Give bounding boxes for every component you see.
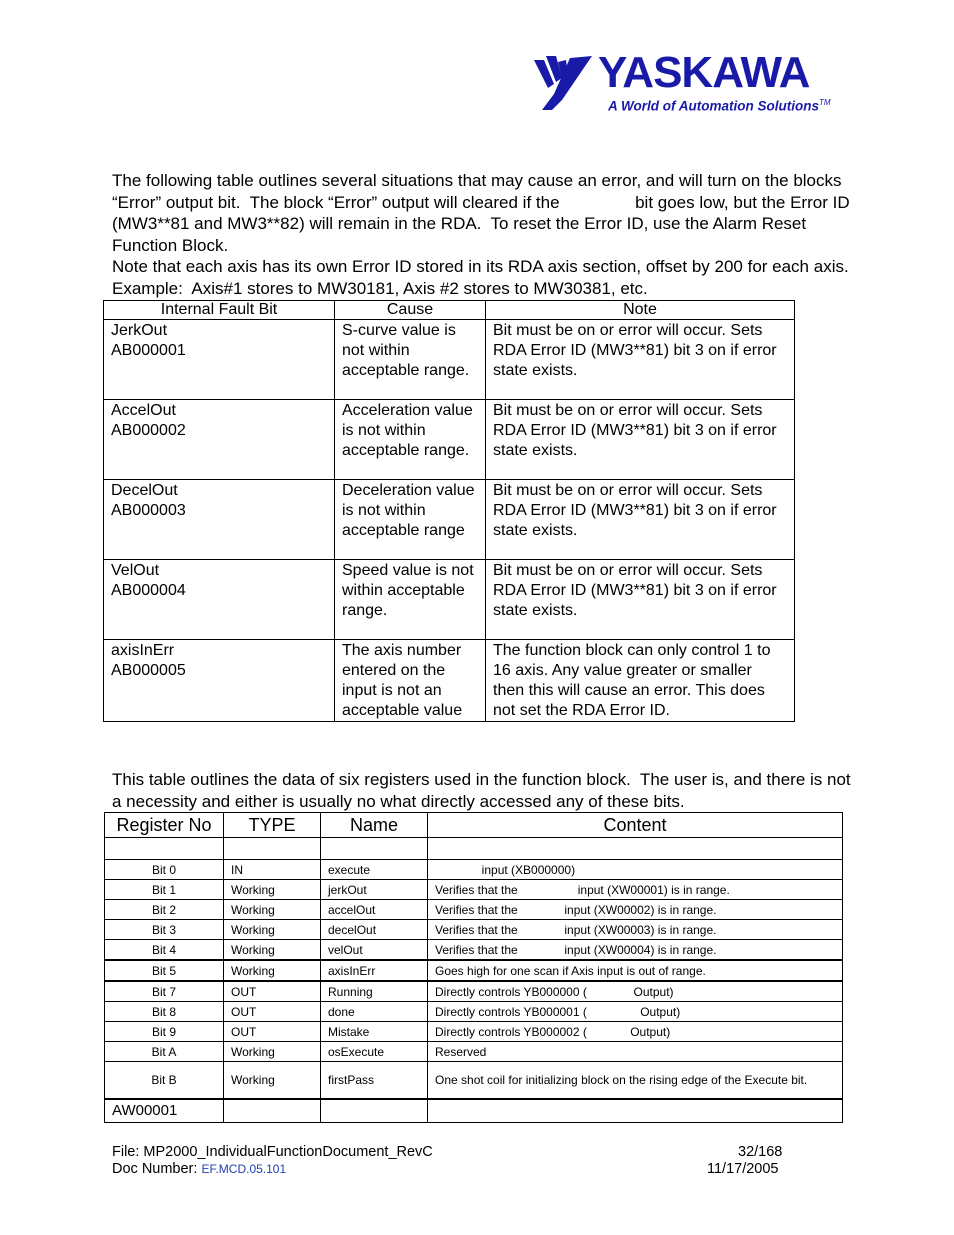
yaskawa-logo xyxy=(532,48,831,118)
fault-header-cause: Cause xyxy=(335,301,486,320)
table-row xyxy=(105,960,843,981)
reg-bit-cell: Bit 4 xyxy=(105,940,224,961)
fault-bit-cell: JerkOut AB000001 xyxy=(104,320,335,400)
table-row xyxy=(105,1042,843,1062)
reg-name-cell: firstPass xyxy=(321,1062,428,1100)
table-row xyxy=(105,1062,843,1100)
reg-content-cell: Goes high for one scan if Axis input is out of range. xyxy=(428,960,843,981)
reg-type-cell: Working xyxy=(224,920,321,940)
reg-type-cell: Working xyxy=(224,1062,321,1100)
fault-row xyxy=(104,320,795,400)
reg-type-cell: Working xyxy=(224,880,321,900)
intro-paragraph: The following table outlines several situations that may cause an error, and will turn on the blocks “Error” output bit. The block “Error” output will cleared if the bit goes low, but the Error ID (MW3**81 and MW3**82) will remain in the RDA. To reset the Error ID, use the Alarm Reset Function Block. xyxy=(112,171,855,255)
fault-note-cell: Bit must be on or error will occur. Sets RDA Error ID (MW3**81) bit 3 on if error state exists. xyxy=(486,560,795,640)
reg-name-cell: Mistake xyxy=(321,1022,428,1042)
reg-bit-cell: Bit 1 xyxy=(105,880,224,900)
reg-content-cell: Verifies that the input (XW00003) is in range. xyxy=(428,920,843,940)
reg-content-cell: Directly controls YB000000 ( Output) xyxy=(428,981,843,1002)
logo-tagline: A World of Automation Solutions™ xyxy=(608,98,831,114)
footer-file: File: MP2000_IndividualFunctionDocument_RevC xyxy=(112,1144,433,1160)
reg-bit-cell: Bit 0 xyxy=(105,860,224,880)
logo-wordmark: YASKAWA xyxy=(598,48,810,97)
reg-type-cell: Working xyxy=(224,960,321,981)
fault-note-cell: Bit must be on or error will occur. Sets RDA Error ID (MW3**81) bit 3 on if error state exists. xyxy=(486,480,795,560)
footer-doc-number: EF.MCD.05.101 xyxy=(201,1162,287,1176)
reg-type-cell: IN xyxy=(224,860,321,880)
fault-note-cell: The function block can only control 1 to 16 axis. Any value greater or smaller then this will cause an error. This does not set the RDA Error ID. xyxy=(486,640,795,722)
footer-doc-label: Doc Number: xyxy=(112,1161,198,1177)
reg-content-cell: One shot coil for initializing block on the rising edge of the Execute bit. xyxy=(428,1062,843,1100)
fault-row xyxy=(104,480,795,560)
fault-note-cell: Bit must be on or error will occur. Sets RDA Error ID (MW3**81) bit 3 on if error state exists. xyxy=(486,320,795,400)
fault-header-bit: Internal Fault Bit xyxy=(104,301,335,320)
footer-doc xyxy=(112,1161,286,1178)
fault-bit-cell: axisInErr AB000005 xyxy=(104,640,335,722)
yaskawa-mark-icon xyxy=(532,54,596,112)
fault-cause-cell: S-curve value is not within acceptable range. xyxy=(335,320,486,400)
reg-name-cell: Running xyxy=(321,981,428,1002)
table-row xyxy=(105,940,843,961)
fault-bit-cell: DecelOut AB000003 xyxy=(104,480,335,560)
table-row xyxy=(105,1002,843,1022)
reg-type-cell: Working xyxy=(224,940,321,961)
reg-type-cell: OUT xyxy=(224,1002,321,1022)
fault-cause-cell: Deceleration value is not within acceptable range xyxy=(335,480,486,560)
reg-name-cell: decelOut xyxy=(321,920,428,940)
fault-header-note: Note xyxy=(486,301,795,320)
reg-type-cell: Working xyxy=(224,1042,321,1062)
fault-row xyxy=(104,640,795,722)
reg-content-cell: Verifies that the input (XW00002) is in range. xyxy=(428,900,843,920)
reg-bit-cell: Bit 9 xyxy=(105,1022,224,1042)
reg-type-cell: OUT xyxy=(224,1022,321,1042)
fault-bit-cell: AccelOut AB000002 xyxy=(104,400,335,480)
reg-bit-cell: Bit B xyxy=(105,1062,224,1100)
register-table xyxy=(104,812,843,1123)
fault-cause-cell: The axis number entered on the input is not an acceptable value xyxy=(335,640,486,722)
footer-page: 32/168 xyxy=(738,1144,783,1160)
table-row xyxy=(105,920,843,940)
reg-name-cell: velOut xyxy=(321,940,428,961)
reg-type-cell: Working xyxy=(224,900,321,920)
reg-content-cell: Verifies that the input (XW00001) is in range. xyxy=(428,880,843,900)
reg-header-type: TYPE xyxy=(224,813,321,838)
reg-bit-cell: Bit 5 xyxy=(105,960,224,981)
footer-date: 11/17/2005 xyxy=(707,1161,779,1177)
reg-content-cell: Directly controls YB000001 ( Output) xyxy=(428,1002,843,1022)
fault-table xyxy=(103,300,795,722)
fault-cause-cell: Acceleration value is not within acceptable range. xyxy=(335,400,486,480)
table-row xyxy=(105,900,843,920)
table-row xyxy=(105,860,843,880)
reg-header-content: Content xyxy=(428,813,843,838)
reg-content-cell: input (XB000000) xyxy=(428,860,843,880)
reg-content-cell: Directly controls YB000002 ( Output) xyxy=(428,1022,843,1042)
table-row xyxy=(105,838,843,860)
reg-header-register: Register No xyxy=(105,813,224,838)
reg-bit-cell: Bit 3 xyxy=(105,920,224,940)
fault-cause-cell: Speed value is not within acceptable range. xyxy=(335,560,486,640)
fault-note-cell: Bit must be on or error will occur. Sets RDA Error ID (MW3**81) bit 3 on if error state exists. xyxy=(486,400,795,480)
table-row xyxy=(105,880,843,900)
reg-name-cell: done xyxy=(321,1002,428,1022)
table-row xyxy=(105,981,843,1002)
fault-bit-cell: VelOut AB000004 xyxy=(104,560,335,640)
reg-type-cell: OUT xyxy=(224,981,321,1002)
reg-bit-cell: Bit 2 xyxy=(105,900,224,920)
reg-content-cell: Verifies that the input (XW00004) is in range. xyxy=(428,940,843,961)
reg-last-cell: AW00001 xyxy=(105,1099,224,1123)
reg-content-cell: Reserved xyxy=(428,1042,843,1062)
table-row xyxy=(105,1022,843,1042)
note-paragraph: Note that each axis has its own Error ID stored in its RDA axis section, offset by 200 for each axis. Example: Axis#1 stores to MW30181, Axis #2 stores to MW30381, etc. xyxy=(112,257,859,298)
reg-name-cell: axisInErr xyxy=(321,960,428,981)
reg-name-cell: jerkOut xyxy=(321,880,428,900)
fault-row xyxy=(104,560,795,640)
reg-name-cell: execute xyxy=(321,860,428,880)
reg-bit-cell: Bit 7 xyxy=(105,981,224,1002)
reg-name-cell: accelOut xyxy=(321,900,428,920)
fault-row xyxy=(104,400,795,480)
registers-paragraph: This table outlines the data of six registers used in the function block. The user is, and there is not a necessity and either is usually no what directly accessed any of these bits. xyxy=(112,770,856,811)
table-row xyxy=(105,1099,843,1123)
reg-bit-cell: Bit 8 xyxy=(105,1002,224,1022)
reg-header-name: Name xyxy=(321,813,428,838)
reg-name-cell: osExecute xyxy=(321,1042,428,1062)
reg-bit-cell: Bit A xyxy=(105,1042,224,1062)
